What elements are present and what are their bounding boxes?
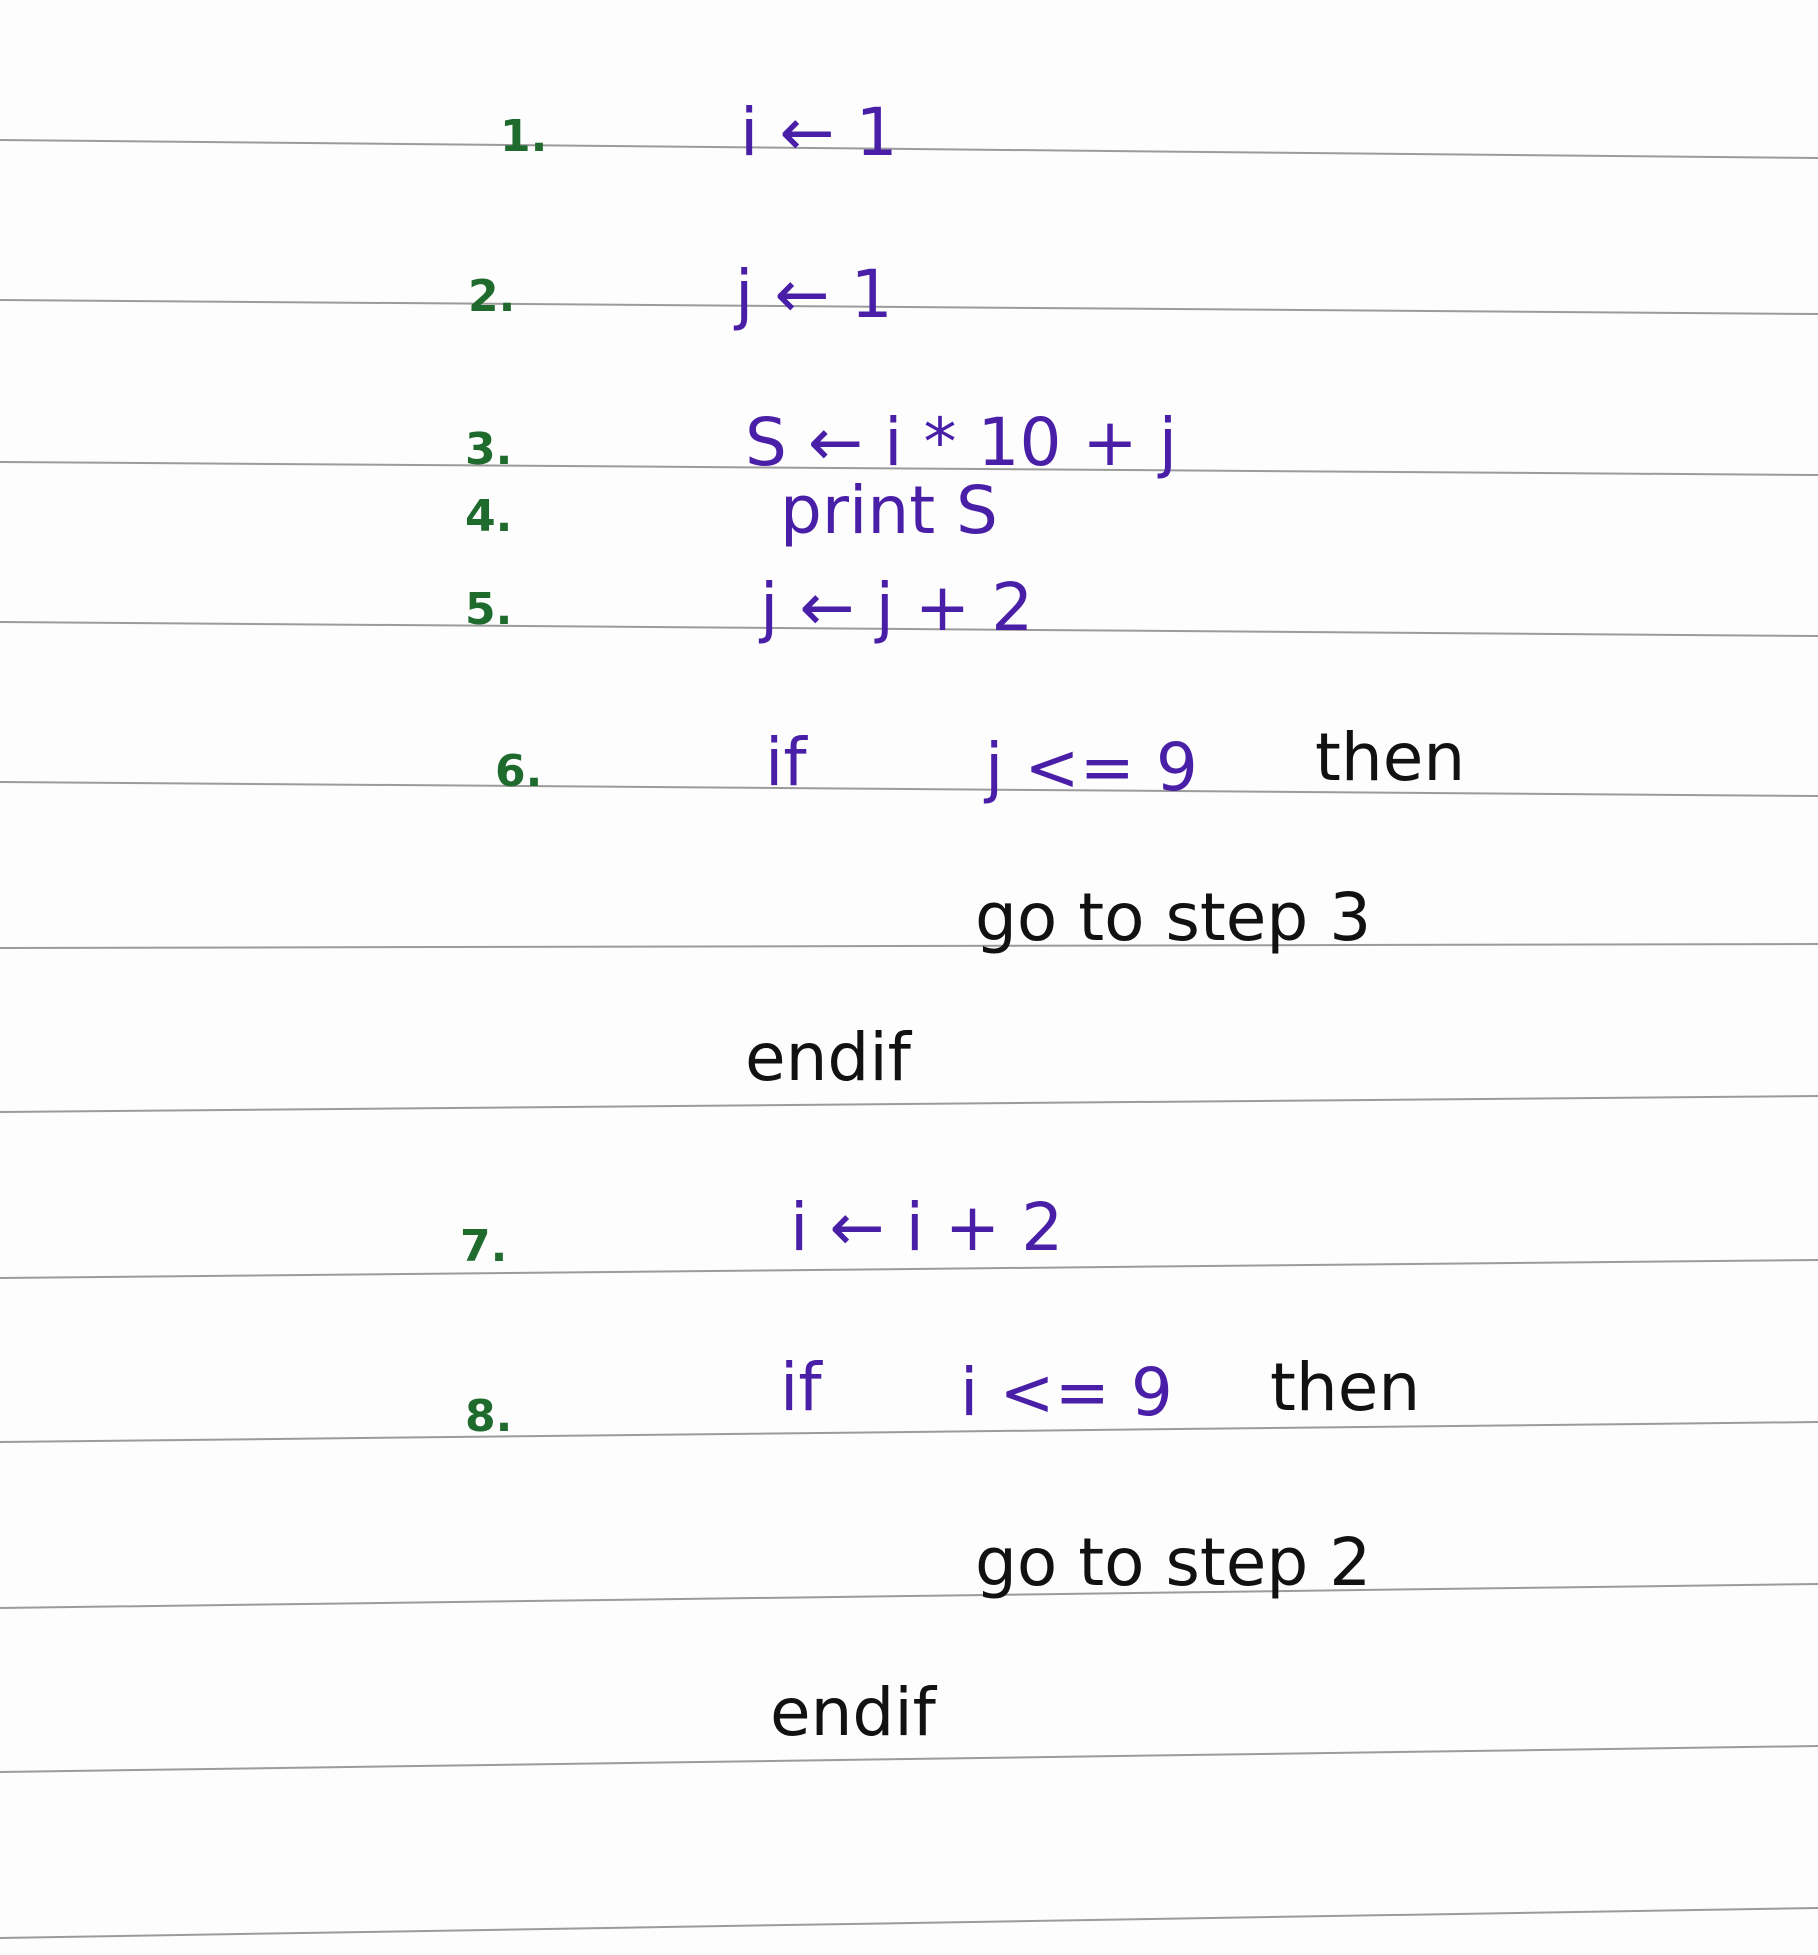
step-3-number: 3. [465, 424, 513, 475]
step-1-code: i ← 1 [740, 94, 898, 171]
step-7-number: 7. [460, 1221, 508, 1272]
step-6-number: 6. [495, 746, 543, 797]
step-6-goto: go to step 3 [975, 879, 1372, 956]
step-8-number: 8. [465, 1391, 513, 1442]
step-6-condition: j <= 9 [985, 729, 1198, 806]
step-6-then: then [1315, 719, 1466, 796]
step-6-if: if [765, 724, 807, 801]
step-4-code: print S [780, 472, 998, 549]
step-8-goto: go to step 2 [975, 1524, 1372, 1601]
step-2-code: j ← 1 [735, 256, 893, 333]
step-7-code: i ← i + 2 [790, 1189, 1064, 1266]
step-3-code: S ← i * 10 + j [745, 404, 1178, 481]
step-6-endif: endif [745, 1019, 911, 1096]
step-8-then: then [1270, 1349, 1421, 1426]
step-5-code: j ← j + 2 [760, 569, 1034, 646]
step-1-number: 1. [500, 111, 548, 162]
step-8-if: if [780, 1349, 822, 1426]
step-4-number: 4. [465, 491, 513, 542]
step-2-number: 2. [468, 271, 516, 322]
step-5-number: 5. [465, 584, 513, 635]
step-8-endif: endif [770, 1674, 936, 1751]
step-8-condition: i <= 9 [960, 1354, 1173, 1431]
